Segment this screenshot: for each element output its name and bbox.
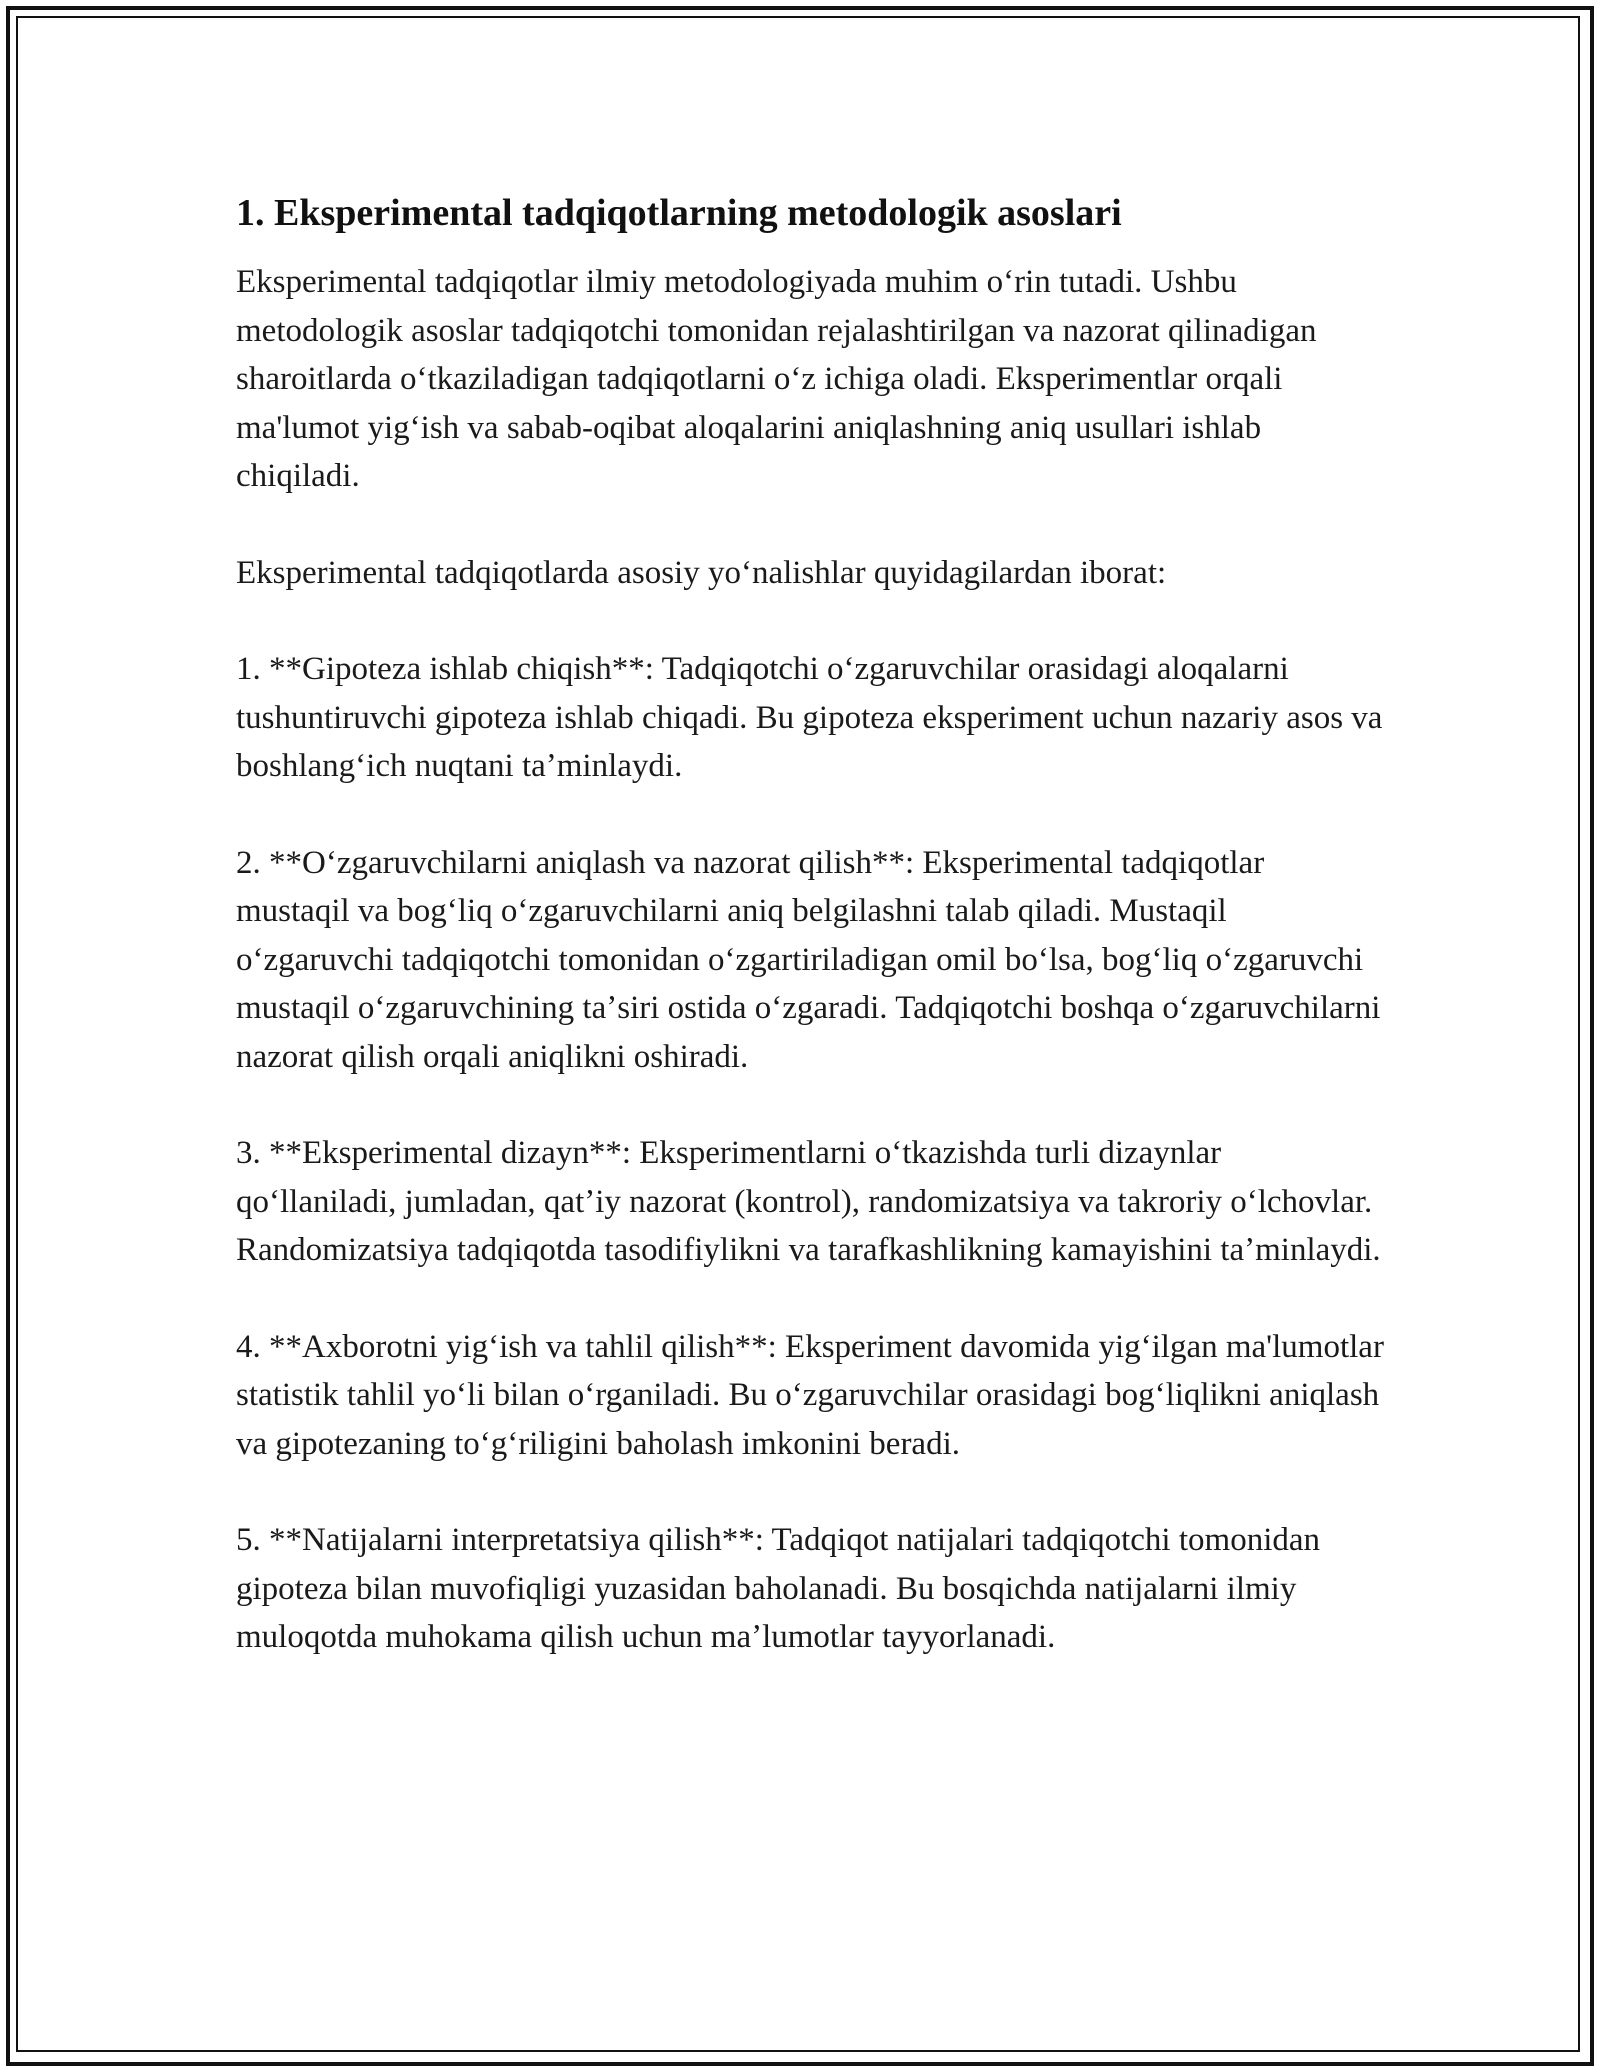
list-item-data-analysis: 4. **Axborotni yigʻish va tahlil qilish**: Eksperiment davomida yigʻilgan ma'lumotlar statistik tahlil yoʻli bilan oʻrganiladi. Bu oʻzgaruvchilar orasidagi bogʻliqlikni aniqlash va gipotezaning toʻgʻriligini baholash imkonini beradi. (236, 1328, 1384, 1462)
intro-paragraph: Eksperimental tadqiqotlar ilmiy metodologiyada muhim oʻrin tutadi. Ushbu metodologik asoslar tadqiqotchi tomonidan rejalashtirilgan va nazorat qilinadigan sharoitlarda oʻtkaziladigan tadqiqotlarni oʻz ichiga oladi. Eksperimentlar orqali ma'lumot yigʻish va sabab-oqibat aloqalarini aniqlashning aniq usullari ishlab chiqiladi. (236, 264, 1317, 494)
section-heading: 1. Eksperimental tadqiqotlarning metodologik asoslari (236, 192, 1122, 234)
directions-intro-paragraph: Eksperimental tadqiqotlarda asosiy yoʻnalishlar quyidagilardan iborat: (236, 554, 1167, 591)
document-body (236, 186, 1386, 1710)
list-item-hypothesis: 1. **Gipoteza ishlab chiqish**: Tadqiqotchi oʻzgaruvchilar orasidagi aloqalarni tushuntiruvchi gipoteza ishlab chiqadi. Bu gipoteza eksperiment uchun nazariy asos va boshlangʻich nuqtani taʼminlaydi. (236, 651, 1383, 784)
list-item-design: 3. **Eksperimental dizayn**: Eksperimentlarni oʻtkazishda turli dizaynlar qoʻllaniladi, jumladan, qatʼiy nazorat (kontrol), randomizatsiya va takroriy oʻlchovlar. Randomizatsiya tadqiqotda tasodifiylikni va tarafkashlikning kamayishini taʼminlaydi. (236, 1135, 1381, 1268)
list-item-variables: 2. **Oʻzgaruvchilarni aniqlash va nazorat qilish**: Eksperimental tadqiqotlar mustaqil va bogʻliq oʻzgaruvchilarni aniq belgilashni talab qiladi. Mustaqil oʻzgaruvchi tadqiqotchi tomonidan oʻzgartiriladigan omil boʻlsa, bogʻliq oʻzgaruvchi mustaqil oʻzgaruvchining taʼsiri ostida oʻzgaradi. Tadqiqotchi boshqa oʻzgaruvchilarni nazorat qilish orqali aniqlikni oshiradi. (236, 844, 1381, 1075)
list-item-interpretation: 5. **Natijalarni interpretatsiya qilish**: Tadqiqot natijalari tadqiqotchi tomonidan gipoteza bilan muvofiqligi yuzasidan baholanadi. Bu bosqichda natijalarni ilmiy muloqotda muhokama qilish uchun maʼlumotlar tayyorlanadi. (236, 1522, 1321, 1655)
